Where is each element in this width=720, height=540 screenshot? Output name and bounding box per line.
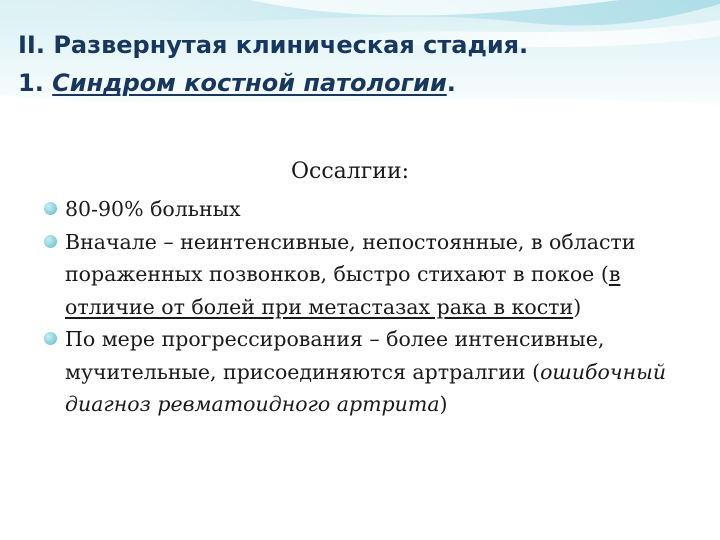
bullet-text-end: ) [573,294,582,319]
bullet-text: 80-90% больных [65,197,241,221]
bullet-underlined-text: в отличие от болей при метастазах рака в кости [65,262,621,319]
title-line-2 [18,64,708,102]
section-heading-text: Оссалгии [291,159,402,184]
section-heading [291,157,409,187]
bullet-item-2 [44,226,694,324]
bullet-icon [44,332,57,345]
title-italic-text: Синдром костной патологии [52,69,447,97]
bullet-item-1 [44,193,694,226]
bullet-icon [44,202,57,215]
bullet-text: Вначале – неинтенсивные, непостоянные, в области пораженных позвонков, быстро стихают в покое ( [65,229,636,286]
title-line-2-suffix: . [446,69,456,97]
bullet-item-3 [44,323,694,421]
title-line-1: II. Развернутая клиническая стадия. [18,31,529,59]
bullet-list [44,193,694,421]
bullet-text: По мере прогрессирования – более интенсивные, мучительные, присоединяются артралгии ( [65,327,605,384]
slide-title [18,26,708,102]
title-line-2-prefix: 1. [18,69,53,97]
bullet-italic-text: ошибочный диагноз ревматоидного артрита [65,359,667,416]
bullet-icon [44,235,57,248]
section-heading-colon: : [401,159,410,184]
bullet-text-end: ) [439,392,448,416]
